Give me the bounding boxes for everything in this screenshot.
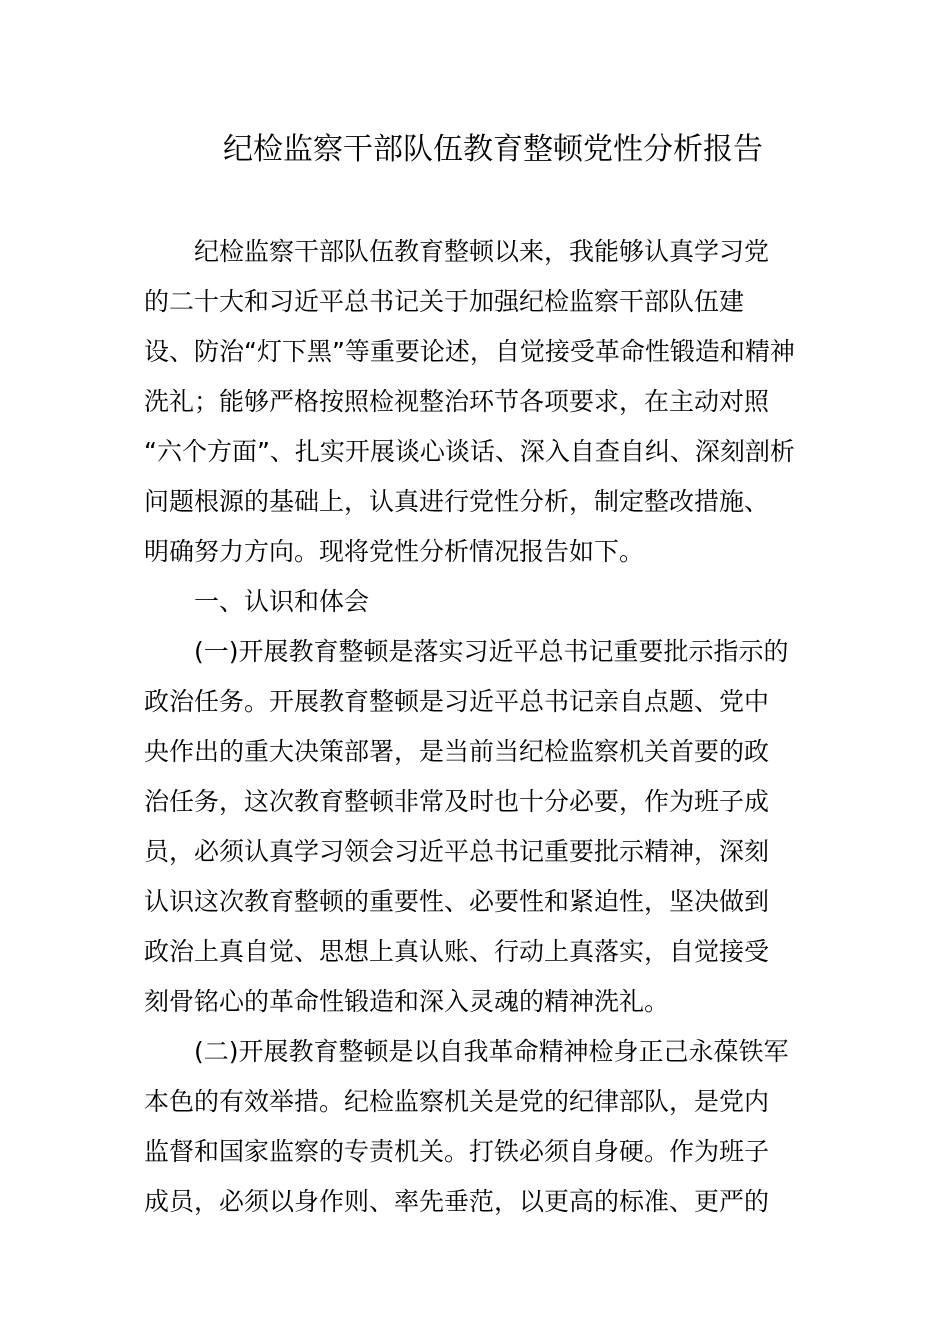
paragraph-1-line-5: “六个方面”、扎实开展谈心谈话、深入自查自纠、深刻剖析 (144, 437, 795, 466)
document-title: 纪检监察干部队伍教育整顿党性分析报告 (223, 132, 763, 167)
paragraph-3-line-1: (二)开展教育整顿是以自我革命精神检身正己永葆铁军 (194, 1037, 789, 1066)
paragraph-1-line-1: 纪检监察干部队伍教育整顿以来，我能够认真学习党 (194, 237, 770, 266)
paragraph-1-line-6: 问题根源的基础上，认真进行党性分析，制定整改措施、 (144, 487, 770, 516)
paragraph-2-line-7: 政治上真自觉、思想上真认账、行动上真落实，自觉接受 (144, 937, 770, 966)
paragraph-1-line-4: 洗礼；能够严格按照检视整治环节各项要求，在主动对照 (144, 387, 770, 416)
paragraph-2-line-8: 刻骨铭心的革命性锻造和深入灵魂的精神洗礼。 (144, 987, 670, 1016)
document-body (144, 227, 806, 1227)
paragraph-3-line-4: 成员，必须以身作则、率先垂范，以更高的标准、更严的 (144, 1187, 770, 1216)
paragraph-2-line-6: 认识这次教育整顿的重要性、必要性和紧迫性，坚决做到 (144, 887, 770, 916)
paragraph-2-line-2: 政治任务。开展教育整顿是习近平总书记亲自点题、党中 (144, 687, 770, 716)
paragraph-1-line-7: 明确努力方向。现将党性分析情况报告如下。 (144, 537, 645, 566)
paragraph-2-line-3: 央作出的重大决策部署，是当前当纪检监察机关首要的政 (144, 737, 770, 766)
paragraph-1-line-3: 设、防治“灯下黑”等重要论述，自觉接受革命性锻造和精神 (144, 337, 795, 366)
paragraph-3-line-3: 监督和国家监察的专责机关。打铁必须自身硬。作为班子 (144, 1137, 770, 1166)
paragraph-3-line-2: 本色的有效举措。纪检监察机关是党的纪律部队，是党内 (144, 1087, 770, 1116)
paragraph-2-line-4: 治任务，这次教育整顿非常及时也十分必要，作为班子成 (144, 787, 770, 816)
paragraph-2-line-1: (一)开展教育整顿是落实习近平总书记重要批示指示的 (194, 637, 789, 666)
paragraph-1-line-2: 的二十大和习近平总书记关于加强纪检监察干部队伍建 (144, 287, 745, 316)
paragraph-2-line-5: 员，必须认真学习领会习近平总书记重要批示精神，深刻 (144, 837, 770, 866)
section-heading: 一、认识和体会 (194, 587, 370, 616)
